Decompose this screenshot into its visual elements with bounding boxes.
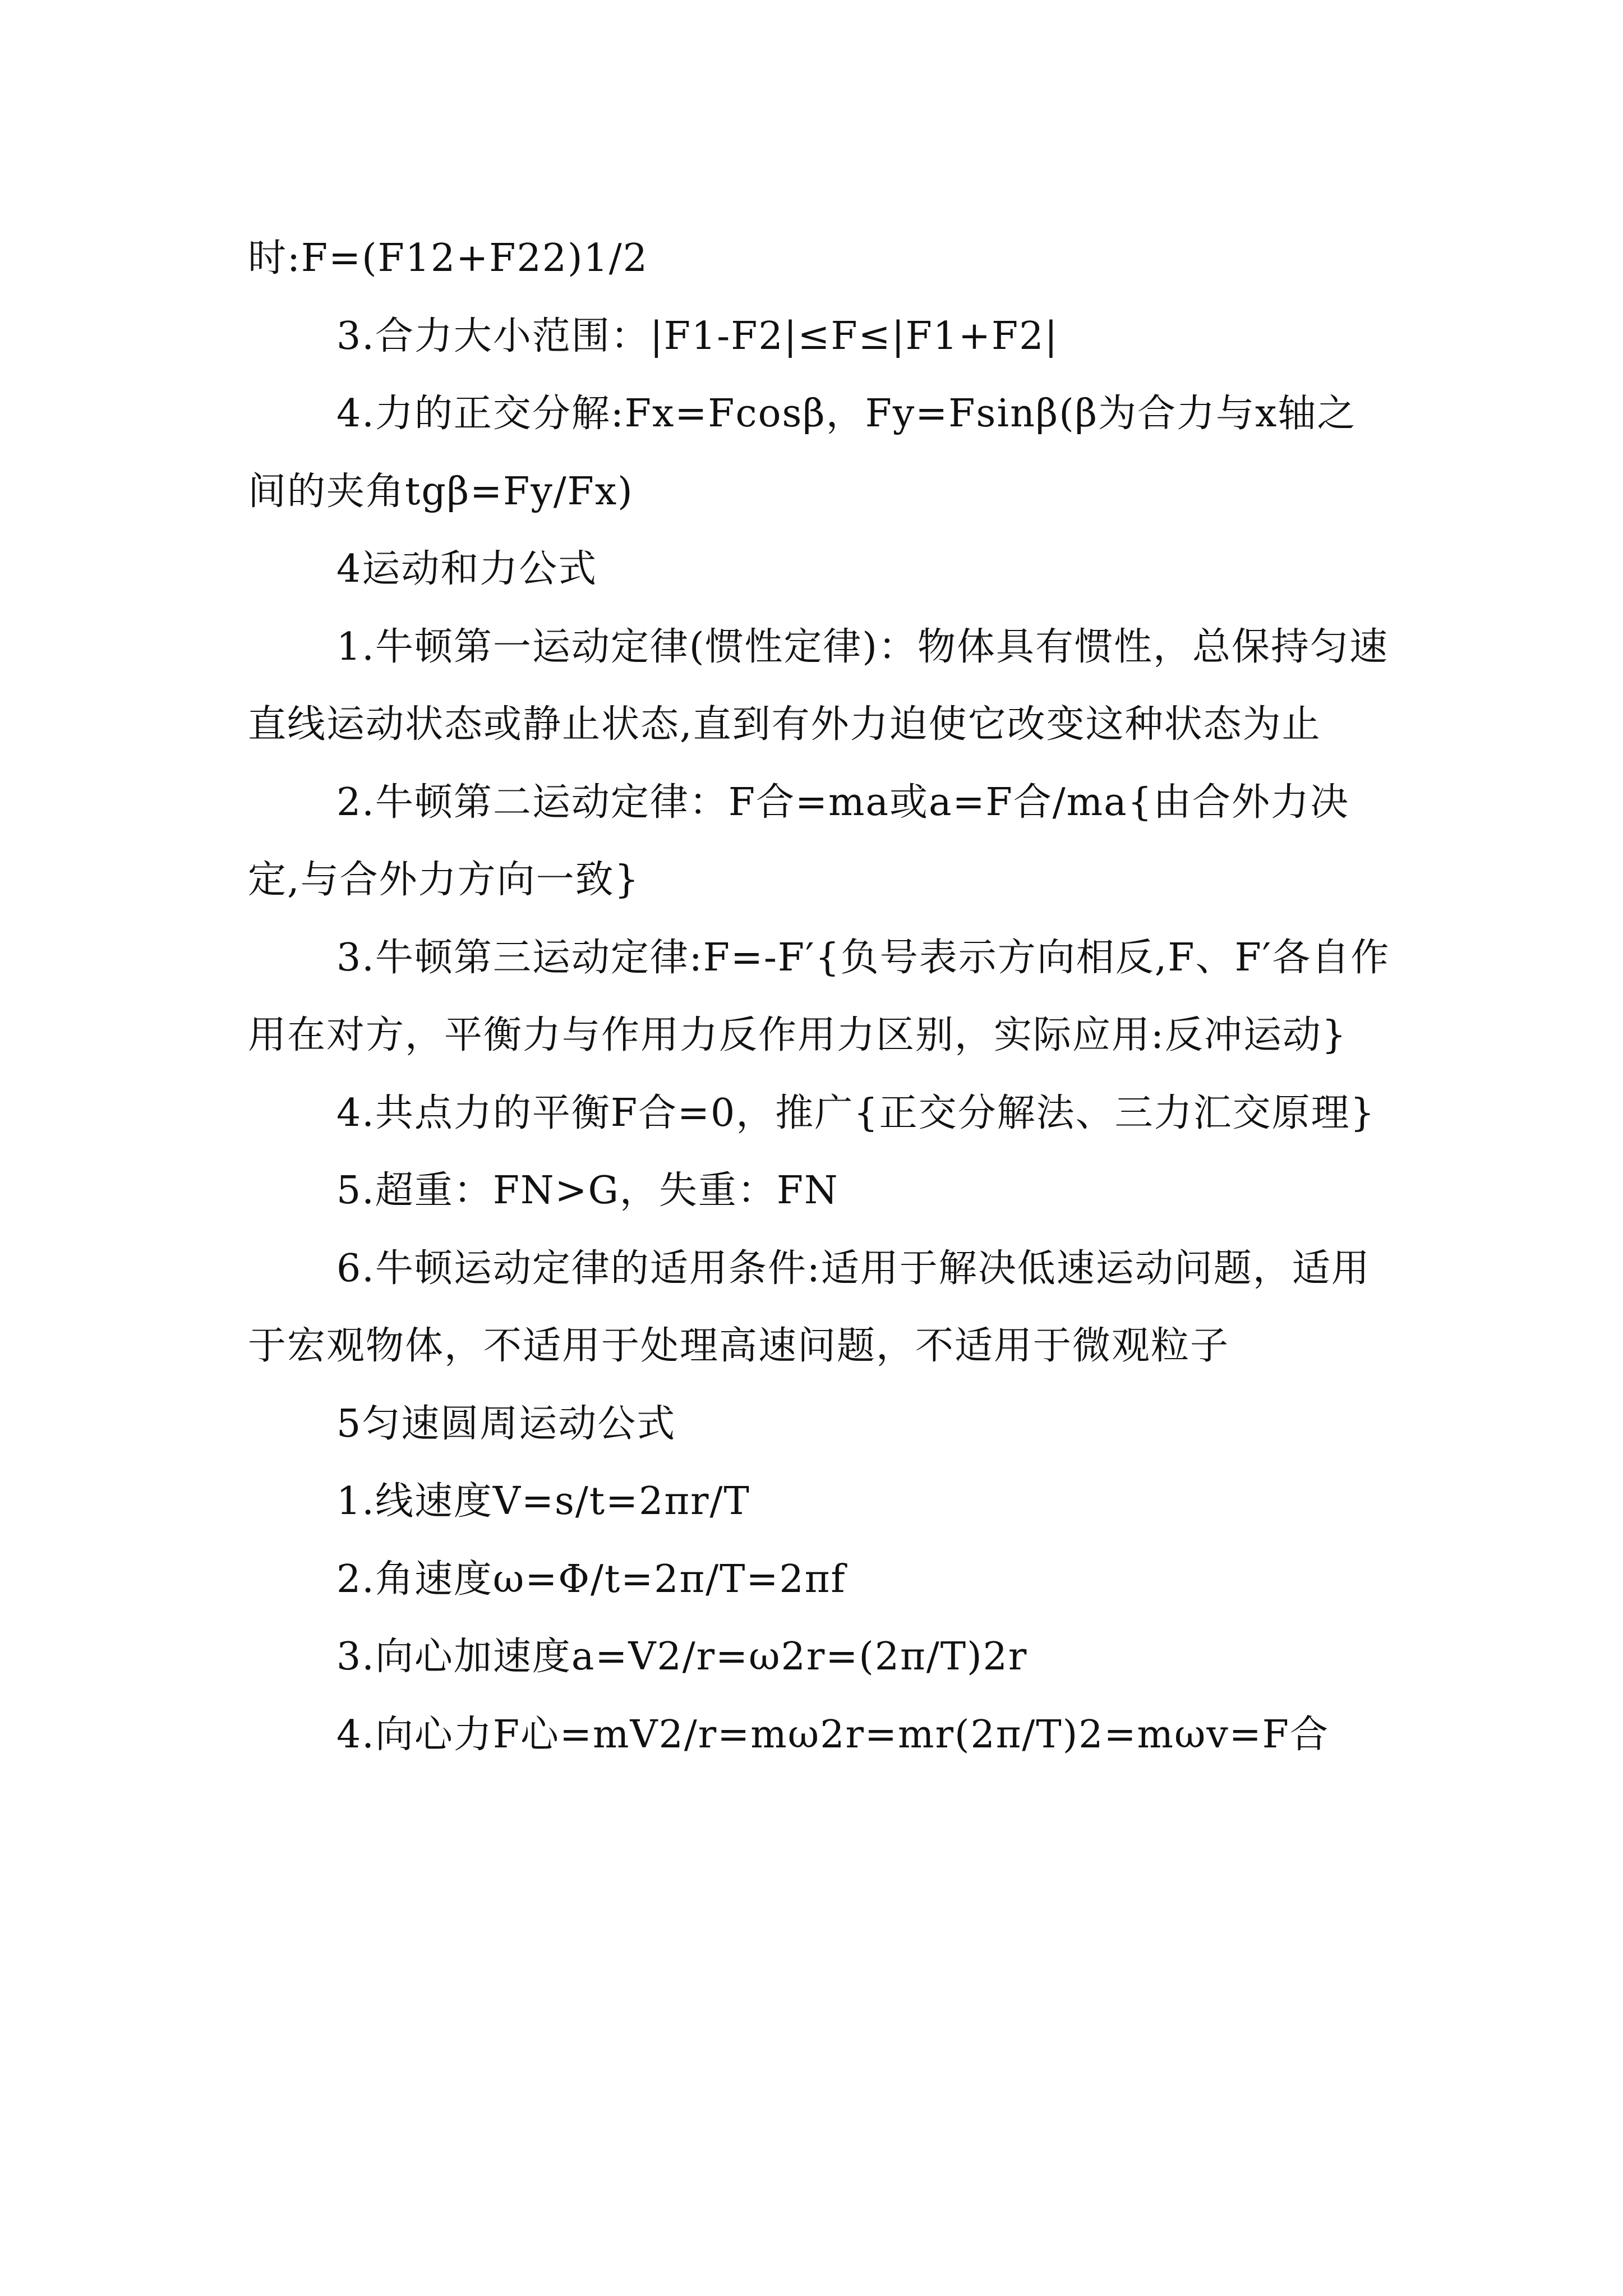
section-heading-motion-force: 4运动和力公式 <box>336 547 598 591</box>
paragraph-newton-first-law: 1.牛顿第一运动定律(惯性定律)：物体具有惯性，总保持匀速直线运动状态或静止状态,直到有外力迫使它改变这种状态为止 <box>248 624 1389 747</box>
paragraph-newton-third-law: 3.牛顿第三运动定律:F=-F′{负号表示方向相反,F、F′各自作用在对方，平衡力与作用力反作用力区别，实际应用:反冲运动} <box>248 935 1390 1057</box>
paragraph-linear-velocity: 1.线速度V=s/t=2πr/T <box>336 1479 750 1524</box>
paragraph-orthogonal-decomposition: 4.力的正交分解:Fx=Fcosβ，Fy=Fsinβ(β为合力与x轴之间的夹角tgβ=Fy/Fx) <box>248 392 1357 514</box>
paragraph-resultant-range: 3.合力大小范围：|F1-F2|≤F≤|F1+F2| <box>336 314 1059 358</box>
paragraph-centripetal-acceleration: 3.向心加速度a=V2/r=ω2r=(2π/T)2r <box>336 1635 1028 1679</box>
paragraph-centripetal-force: 4.向心力F心=mV2/r=mω2r=mr(2π/T)2=mωv=F合 <box>336 1712 1329 1757</box>
paragraph-newton-applicability: 6.牛顿运动定律的适用条件:适用于解决低速运动问题，适用于宏观物体，不适用于处理高速问题，不适用于微观粒子 <box>248 1246 1371 1368</box>
paragraph-continuation: 时:F=(F12+F22)1/2 <box>248 236 648 280</box>
paragraph-equilibrium: 4.共点力的平衡F合=0，推广{正交分解法、三力汇交原理} <box>336 1091 1376 1135</box>
paragraph-newton-second-law: 2.牛顿第二运动定律：F合=ma或a=F合/ma{由合外力决定,与合外力方向一致} <box>248 780 1349 902</box>
paragraph-angular-velocity: 2.角速度ω=Φ/t=2π/T=2πf <box>336 1557 846 1602</box>
document-body <box>248 220 1392 1774</box>
paragraph-overweight: 5.超重：FN>G，失重：FN <box>336 1168 839 1213</box>
section-heading-circular-motion: 5匀速圆周运动公式 <box>336 1401 676 1446</box>
